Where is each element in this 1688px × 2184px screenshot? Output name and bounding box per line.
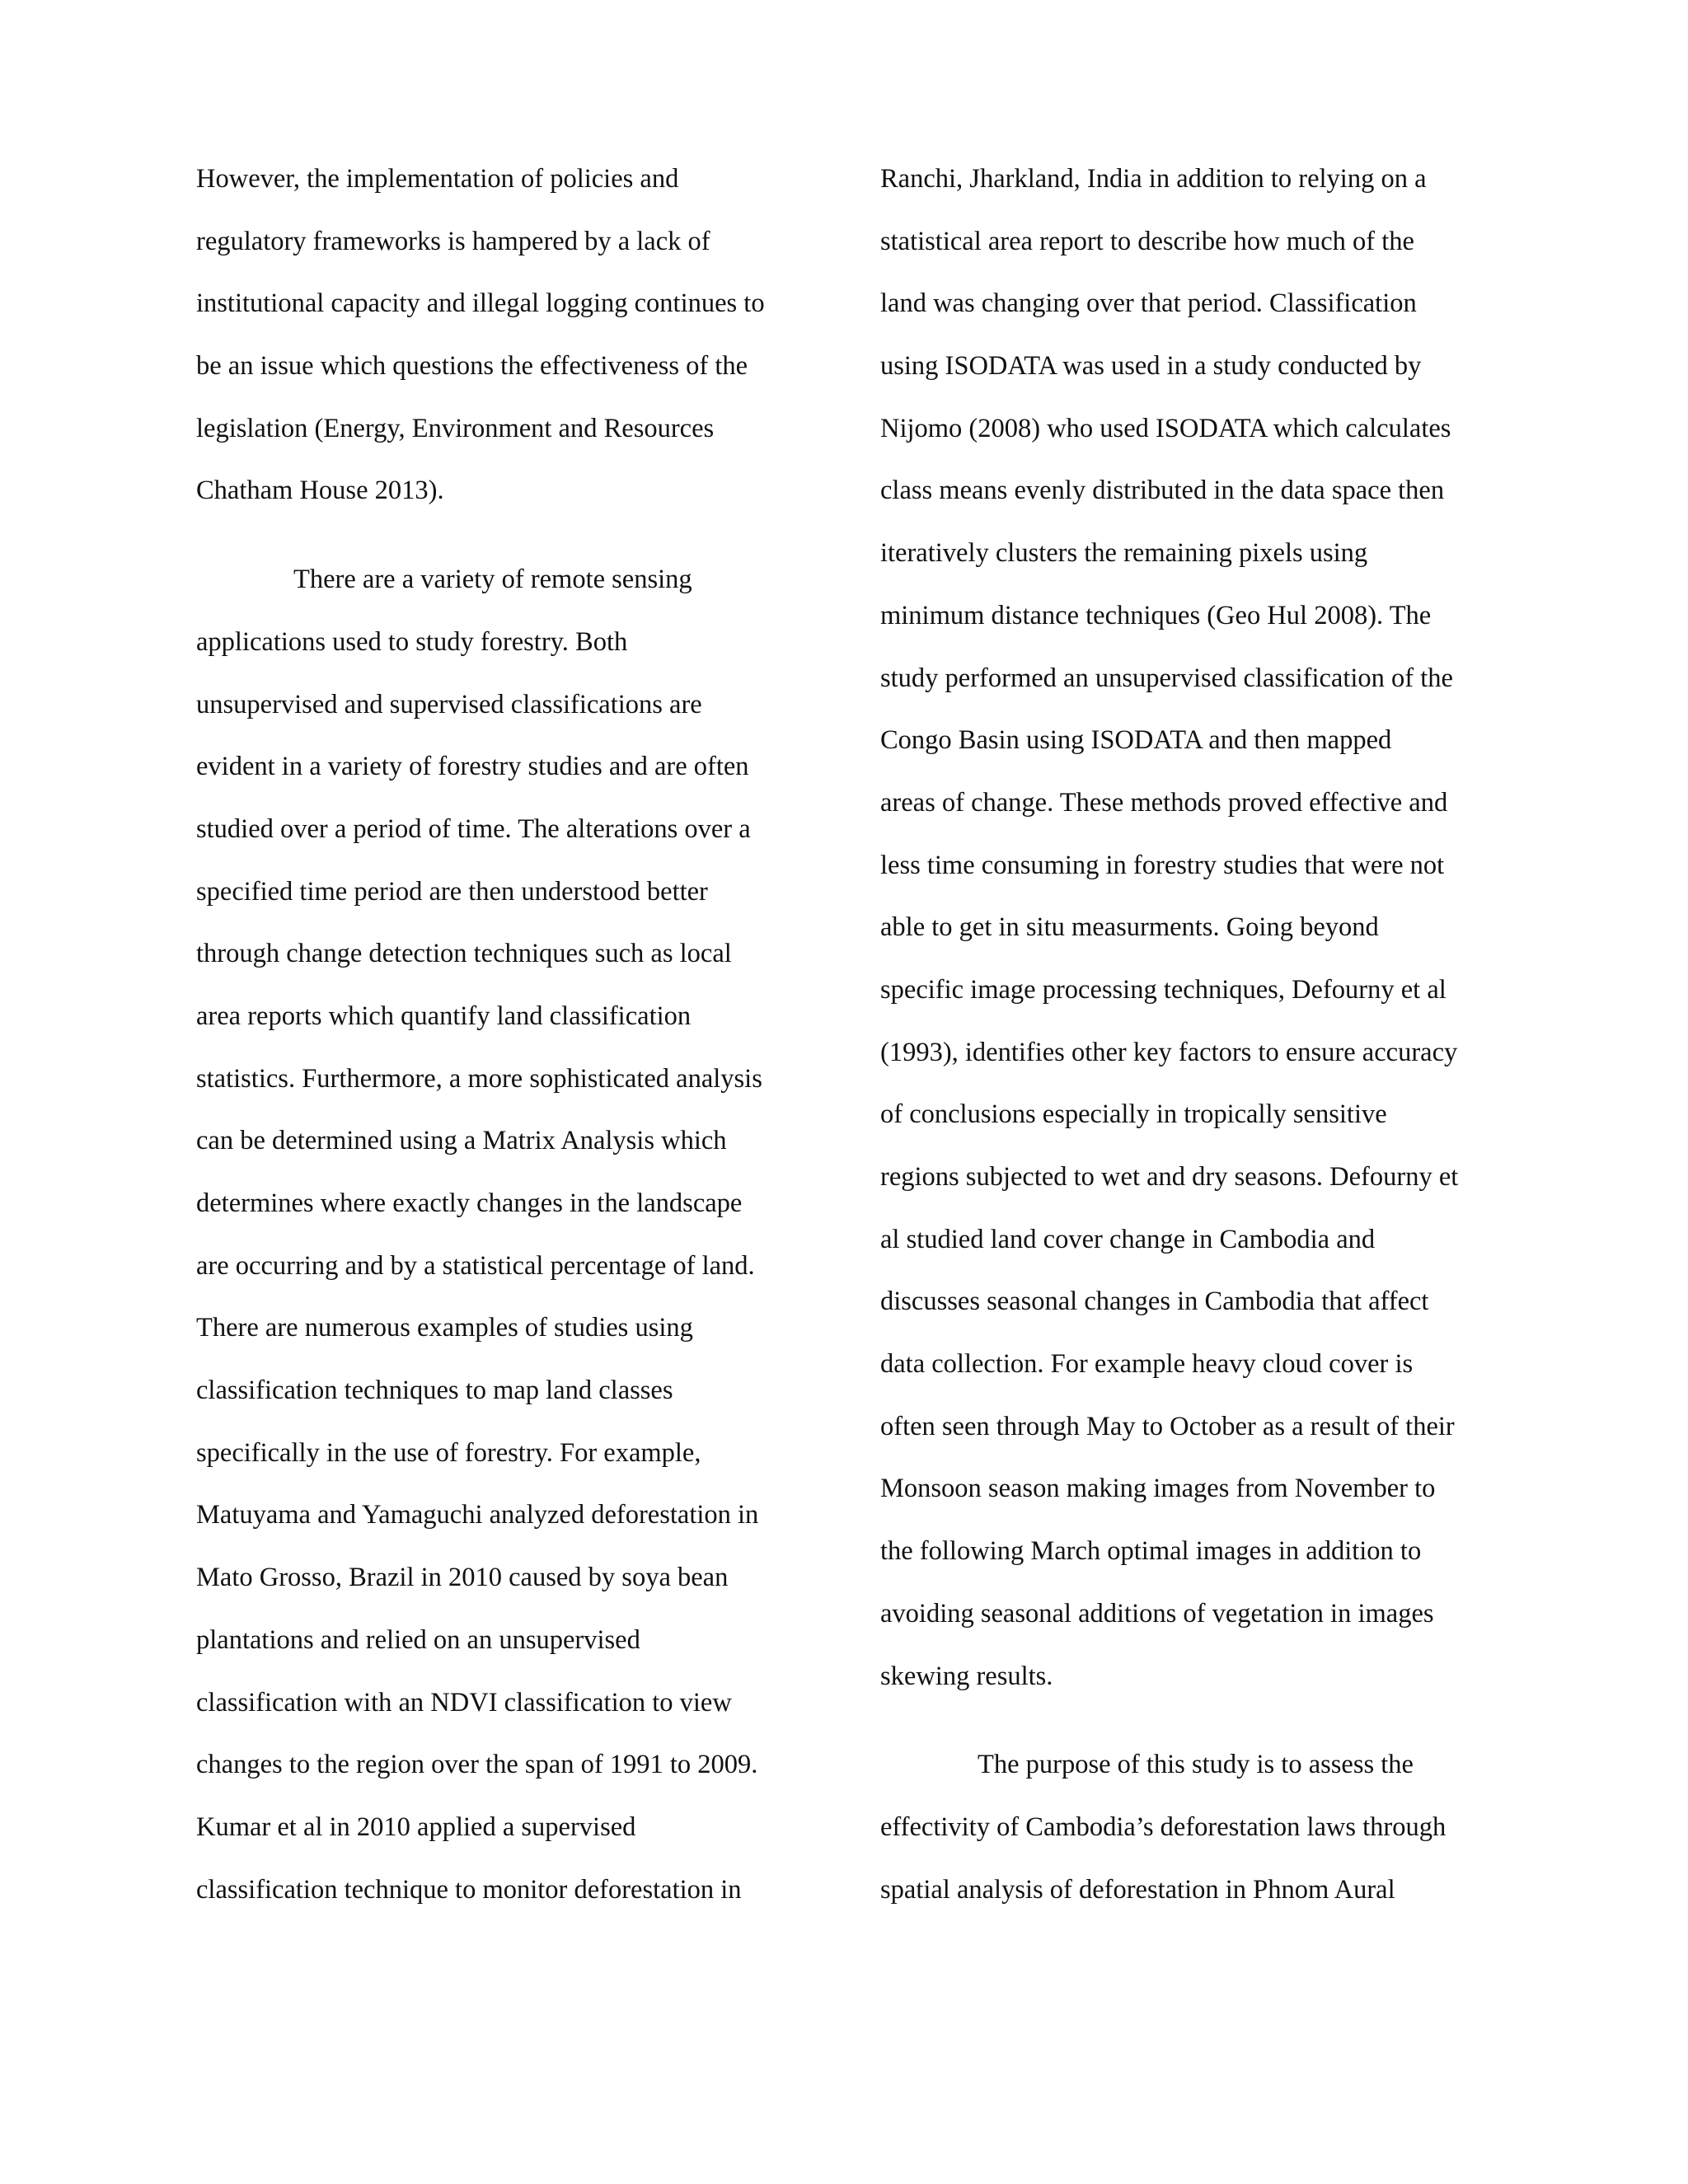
text-line: institutional capacity and illegal logging continues to — [196, 288, 765, 319]
right-column — [880, 148, 1494, 1921]
text-line: class means evenly distributed in the data space then — [880, 476, 1445, 506]
text-line: The purpose of this study is to assess the — [978, 1750, 1414, 1780]
text-line: of conclusions especially in tropically sensitive — [880, 1099, 1387, 1130]
left-column — [196, 148, 810, 1921]
text-line: unsupervised and supervised classifications are — [196, 689, 702, 719]
text-line: the following March optimal images in addition to — [880, 1536, 1422, 1567]
text-line: can be determined using a Matrix Analysis which — [196, 1126, 727, 1156]
text-line: Mato Grosso, Brazil in 2010 caused by soya bean — [196, 1563, 729, 1593]
text-line: Matuyama and Yamaguchi analyzed deforestation in — [196, 1500, 759, 1530]
text-line: study performed an unsupervised classification of the — [880, 663, 1453, 693]
text-line: There are a variety of remote sensing — [293, 565, 692, 595]
paragraph — [196, 549, 810, 1921]
text-line: (1993), identifies other key factors to ensure accuracy — [880, 1037, 1458, 1067]
text-line: classification techniques to map land classes — [196, 1376, 673, 1406]
text-line: Chatham House 2013). — [196, 476, 444, 506]
text-line: specifically in the use of forestry. For example, — [196, 1437, 701, 1468]
text-line: regulatory frameworks is hampered by a lack of — [196, 226, 710, 256]
paragraph — [880, 1734, 1494, 1921]
paragraph-gap — [880, 1708, 1494, 1734]
text-line: specific image processing techniques, Defourny et al — [880, 974, 1447, 1005]
text-line: determines where exactly changes in the landscape — [196, 1188, 743, 1218]
text-line: often seen through May to October as a result of their — [880, 1411, 1455, 1441]
text-line: legislation (Energy, Environment and Resources — [196, 413, 715, 443]
text-line: be an issue which questions the effectiveness of the — [196, 351, 748, 382]
text-line: able to get in situ measurments. Going beyond — [880, 912, 1379, 943]
text-line: Congo Basin using ISODATA and then mapped — [880, 725, 1392, 756]
text-line: effectivity of Cambodia’s deforestation laws through — [880, 1811, 1447, 1842]
text-line: applications used to study forestry. Both — [196, 626, 628, 657]
text-line: through change detection techniques such as local — [196, 939, 732, 969]
paragraph — [880, 148, 1494, 1708]
paragraph — [196, 148, 810, 523]
text-line: classification with an NDVI classification to view — [196, 1687, 732, 1718]
text-line: classification technique to monitor deforestation in — [196, 1874, 742, 1905]
text-line: land was changing over that period. Classification — [880, 288, 1417, 319]
text-line: spatial analysis of deforestation in Phnom Aural — [880, 1874, 1395, 1905]
text-line: Nijomo (2008) who used ISODATA which calculates — [880, 413, 1451, 443]
text-line: Monsoon season making images from November to — [880, 1474, 1436, 1504]
text-line: Kumar et al in 2010 applied a supervised — [196, 1811, 636, 1842]
text-line: specified time period are then understood better — [196, 876, 708, 907]
text-line: evident in a variety of forestry studies and are often — [196, 752, 749, 782]
text-line: There are numerous examples of studies using — [196, 1313, 693, 1343]
text-line: changes to the region over the span of 1991 to 2009. — [196, 1750, 758, 1780]
text-line: avoiding seasonal additions of vegetation in images — [880, 1598, 1434, 1629]
text-line: skewing results. — [880, 1661, 1053, 1691]
text-line: discusses seasonal changes in Cambodia that affect — [880, 1286, 1429, 1317]
text-line: minimum distance techniques (Geo Hul 2008). The — [880, 600, 1432, 630]
text-line: statistical area report to describe how much of the — [880, 226, 1414, 256]
paragraph-gap — [196, 523, 810, 549]
text-line: iteratively clusters the remaining pixels using — [880, 538, 1368, 569]
text-line: al studied land cover change in Cambodia and — [880, 1224, 1376, 1254]
text-line: less time consuming in forestry studies that were not — [880, 850, 1445, 880]
text-line: regions subjected to wet and dry seasons. Defourny et — [880, 1162, 1459, 1192]
text-line: studied over a period of time. The alterations over a — [196, 813, 751, 844]
text-line: data collection. For example heavy cloud cover is — [880, 1349, 1414, 1380]
text-line: plantations and relied on an unsupervised — [196, 1624, 640, 1655]
text-line: are occurring and by a statistical percentage of land. — [196, 1250, 755, 1281]
text-line: statistics. Furthermore, a more sophisticated analysis — [196, 1063, 762, 1094]
text-line: using ISODATA was used in a study conducted by — [880, 351, 1422, 382]
text-line: Ranchi, Jharkland, India in addition to relying on a — [880, 164, 1427, 194]
text-line: areas of change. These methods proved effective and — [880, 787, 1448, 818]
text-line: area reports which quantify land classification — [196, 1001, 692, 1031]
text-line: However, the implementation of policies and — [196, 164, 679, 194]
